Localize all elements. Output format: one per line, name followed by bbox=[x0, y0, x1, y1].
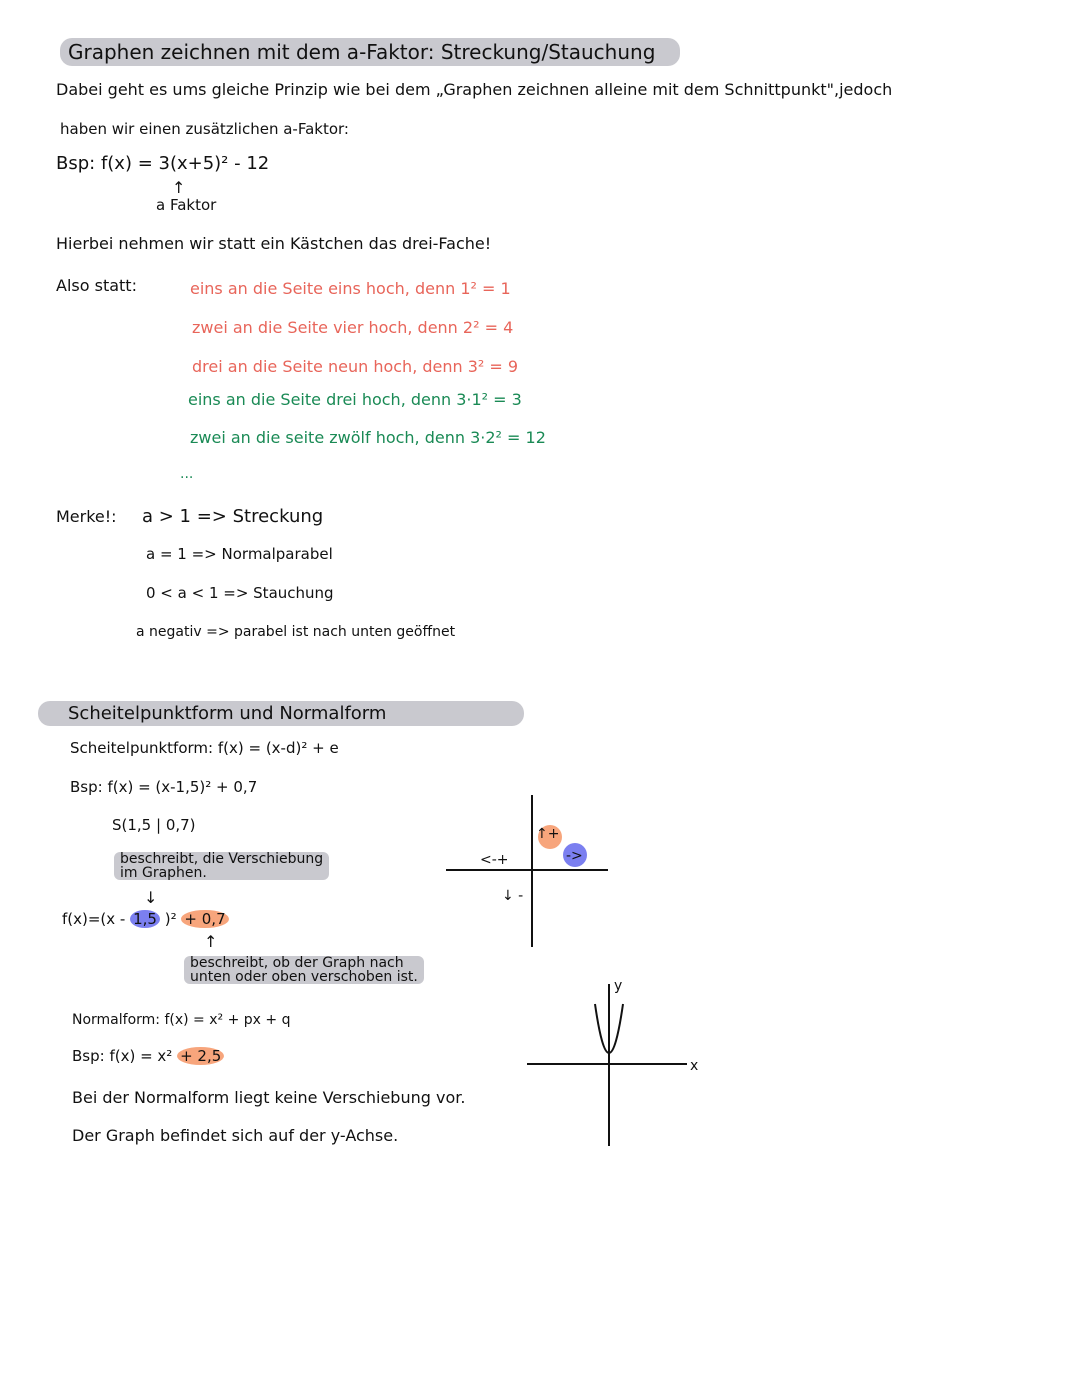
graph-x-label: x bbox=[690, 1058, 699, 1074]
axis-down-label: ↓ - bbox=[502, 888, 524, 904]
graph-y-label: y bbox=[614, 978, 623, 994]
normal-note-1: Bei der Normalform liegt keine Verschiebung vor. bbox=[72, 1088, 466, 1107]
formula-e-value: + 0,7 bbox=[181, 910, 228, 928]
green-line-2: zwei an die seite zwölf hoch, denn 3·2² = 12 bbox=[190, 428, 546, 447]
down-arrow-icon: ↓ bbox=[144, 888, 158, 907]
note-shift-line2: im Graphen. bbox=[120, 865, 207, 881]
parabola-graph bbox=[525, 982, 700, 1150]
instead-line: Hierbei nehmen wir statt ein Kästchen das drei-Fache! bbox=[56, 234, 492, 253]
note-shift-line1: beschreibt, die Verschiebung bbox=[120, 851, 324, 867]
vertex-formula bbox=[62, 910, 229, 928]
note-shift2-line1: beschreibt, ob der Graph nach bbox=[190, 955, 404, 971]
a-factor-label: a Faktor bbox=[156, 196, 217, 214]
merke-item-3: 0 < a < 1 => Stauchung bbox=[146, 584, 334, 602]
formula-mid: )² bbox=[164, 910, 177, 928]
also-label: Also statt: bbox=[56, 276, 137, 295]
merke-item-4: a negativ => parabel ist nach unten geöffnet bbox=[136, 624, 456, 640]
red-line-1: eins an die Seite eins hoch, denn 1² = 1 bbox=[190, 279, 511, 298]
normal-note-2: Der Graph befindet sich auf der y-Achse. bbox=[72, 1126, 399, 1145]
vertex-example: Bsp: f(x) = (x-1,5)² + 0,7 bbox=[70, 778, 258, 796]
red-line-2: zwei an die Seite vier hoch, denn 2² = 4 bbox=[192, 318, 514, 337]
example-formula: Bsp: f(x) = 3(x+5)² - 12 bbox=[56, 153, 270, 174]
vertex-form: Scheitelpunktform: f(x) = (x-d)² + e bbox=[70, 739, 339, 757]
axis-right-label: -> bbox=[566, 848, 583, 864]
merke-item-2: a = 1 => Normalparabel bbox=[146, 545, 333, 563]
up-arrow-icon-2: ↑ bbox=[204, 932, 218, 951]
normal-example-e: + 2,5 bbox=[177, 1047, 224, 1065]
merke-item-1: a > 1 => Streckung bbox=[142, 506, 324, 527]
axis-up-label: ↑+ bbox=[536, 826, 560, 842]
axis-left-label: <-+ bbox=[480, 852, 509, 868]
up-arrow-icon: ↑ bbox=[172, 178, 186, 197]
formula-d-value: 1,5 bbox=[130, 910, 160, 928]
merke-label: Merke!: bbox=[56, 507, 117, 526]
ellipsis: ... bbox=[180, 466, 194, 482]
normal-example bbox=[72, 1047, 224, 1065]
normal-form: Normalform: f(x) = x² + px + q bbox=[72, 1012, 291, 1028]
note-shift2-line2: unten oder oben verschoben ist. bbox=[190, 969, 418, 985]
section1-title: Graphen zeichnen mit dem a-Faktor: Streckung/Stauchung bbox=[60, 38, 680, 66]
note-shift-1 bbox=[114, 852, 329, 880]
green-line-1: eins an die Seite drei hoch, denn 3·1² = 3 bbox=[188, 390, 522, 409]
shift-axes-diagram bbox=[440, 795, 615, 950]
formula-prefix: f(x)=(x - bbox=[62, 910, 126, 928]
normal-example-prefix: Bsp: f(x) = x² bbox=[72, 1047, 173, 1065]
intro-line2: haben wir einen zusätzlichen a-Faktor: bbox=[60, 120, 349, 138]
section2-title: Scheitelpunktform und Normalform bbox=[38, 701, 524, 726]
intro-line1: Dabei geht es ums gleiche Prinzip wie bei dem „Graphen zeichnen alleine mit dem Schnittpunkt",jedoch bbox=[56, 80, 893, 99]
note-shift-2 bbox=[184, 956, 424, 984]
vertex-point: S(1,5 | 0,7) bbox=[112, 816, 196, 834]
red-line-3: drei an die Seite neun hoch, denn 3² = 9 bbox=[192, 357, 519, 376]
